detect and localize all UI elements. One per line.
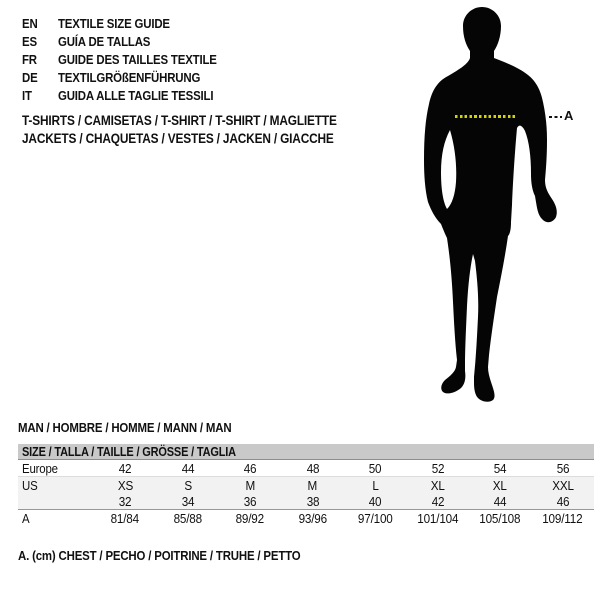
size-cell: 101/104 [417,510,459,526]
size-cell: 93/96 [298,510,327,526]
footnote-chest-measure: A. (cm) CHEST / PECHO / POITRINE / TRUHE / PETTO [18,548,301,563]
size-cell: M [307,477,318,493]
chest-measure-dotted-line [455,115,517,118]
size-cell: 85/88 [173,510,202,526]
size-cell: XXL [551,477,574,493]
lang-label: GUÍA DE TALLAS [58,33,151,49]
table-row-unlabeled [18,493,594,510]
lang-row-it [22,86,238,104]
size-cell: 89/92 [236,510,265,526]
size-cell: 48 [306,460,320,476]
category-tshirts: T-SHIRTS / CAMISETAS / T-SHIRT / T-SHIRT / MAGLIETTE [22,112,337,128]
man-silhouette-path [424,7,557,402]
row-label: US [22,477,38,493]
size-cell: 97/100 [357,510,393,526]
size-cell: 36 [243,493,257,509]
table-row-europe [18,460,594,477]
size-cell: 40 [368,493,382,509]
size-cell: 44 [493,493,507,509]
size-cell: 32 [118,493,132,509]
row-label [18,494,94,509]
size-cell: 81/84 [111,510,140,526]
category-lines [22,111,380,147]
size-table [18,444,594,526]
lang-row-es [22,32,238,50]
lang-code: FR [22,51,37,67]
lang-row-de [22,68,238,86]
size-table-header: SIZE / TALLA / TAILLE / GRÖSSE / TAGLIA [18,444,594,460]
size-cell: 46 [243,460,257,476]
lang-code: IT [22,87,32,103]
lang-row-en [22,14,238,32]
size-cell: XL [493,477,508,493]
size-cell: 34 [181,493,195,509]
size-cell: 44 [181,460,195,476]
lang-label: GUIDA ALLE TAGLIE TESSILI [58,87,214,103]
size-cell: 42 [431,493,445,509]
measure-leader-dashes [549,116,562,118]
lang-label: TEXTILE SIZE GUIDE [58,15,170,31]
size-cell: L [372,477,379,493]
measure-label-a: A [564,108,574,123]
size-cell: XS [117,477,133,493]
language-list [22,14,238,104]
lang-code: EN [22,15,38,31]
size-cell: 38 [306,493,320,509]
lang-code: DE [22,69,38,85]
size-cell: S [183,477,192,493]
size-cell: 46 [556,493,570,509]
size-cell: 56 [556,460,570,476]
man-silhouette-image [370,5,570,405]
table-row-chest-a [18,510,594,526]
lang-row-fr [22,50,238,68]
size-cell: 42 [118,460,132,476]
category-jackets: JACKETS / CHAQUETAS / VESTES / JACKEN / GIACCHE [22,130,334,146]
row-label: A [22,510,30,526]
section-title-man: MAN / HOMBRE / HOMME / MANN / MAN [18,420,232,435]
size-cell: 50 [368,460,382,476]
size-cell: 109/112 [542,510,583,526]
row-label: Europe [22,460,58,476]
lang-label: TEXTILGRÖßENFÜHRUNG [58,69,201,85]
size-cell: XL [430,477,445,493]
lang-label: GUIDE DES TAILLES TEXTILE [58,51,217,67]
table-row-us [18,477,594,493]
size-cell: 52 [431,460,445,476]
lang-code: ES [22,33,37,49]
size-cell: M [245,477,256,493]
size-cell: 54 [493,460,507,476]
size-cell: 105/108 [479,510,521,526]
